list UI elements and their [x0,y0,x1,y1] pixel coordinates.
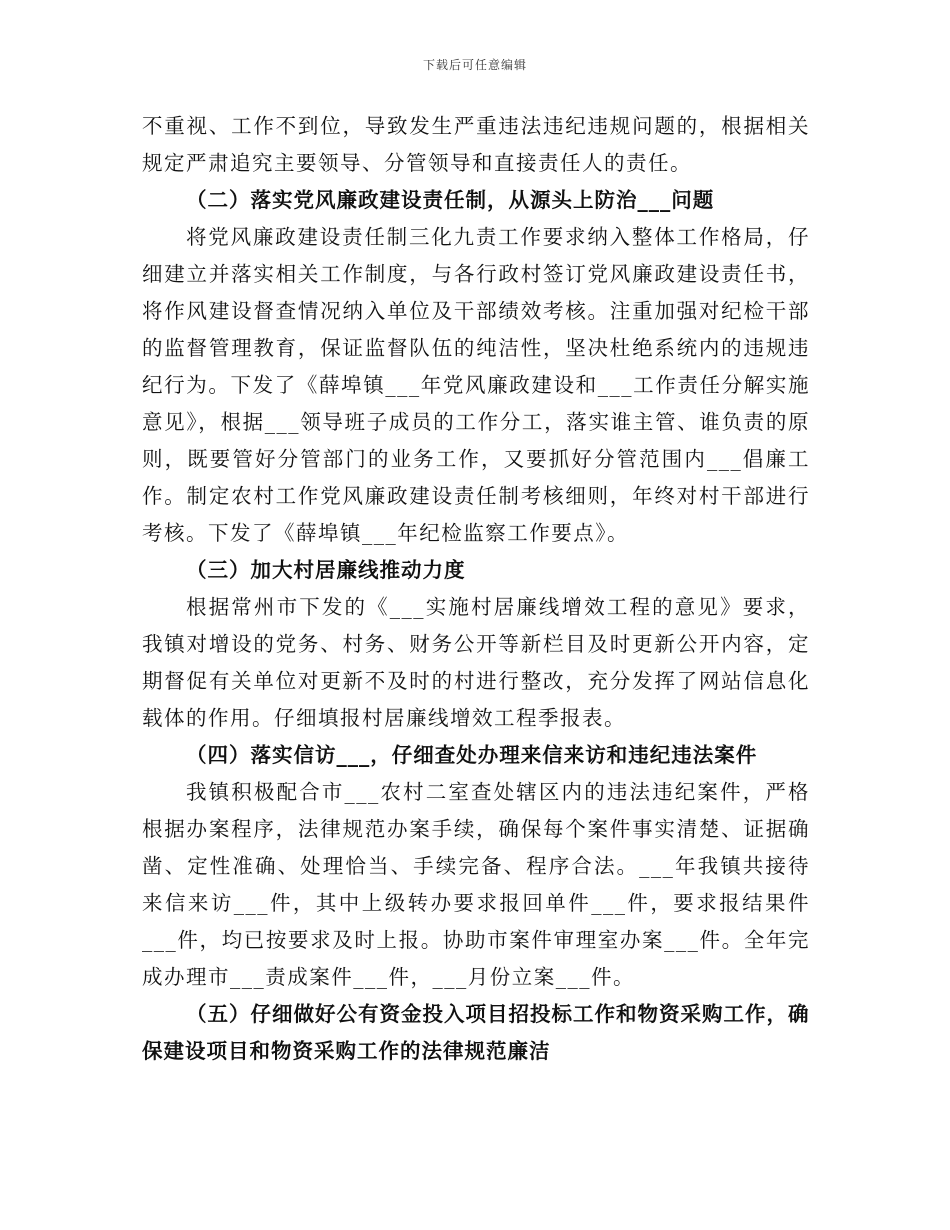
paragraph-section-4: 我镇积极配合市___农村二室查处辖区内的违法违纪案件，严格根据办案程序，法律规范办案手续，确保每个案件事实清楚、证据确凿、定性准确、处理恰当、手续完备、程序合法。___年我镇共接待来信来访___件，其中上级转办要求报回单件___件，要求报结果件___件，均已按要求及时上报。协助市案件审理室办案___件。全年完成办理市___责成案件___件，___月份立案___件。 [142,780,810,989]
paragraph-section-3: 根据常州市下发的《___实施村居廉线增效工程的意见》要求，我镇对增设的党务、村务、财务公开等新栏目及时更新公开内容，定期督促有关单位对更新不及时的村进行整改，充分发挥了网站信息化载体的作用。仔细填报村居廉线增效工程季报表。 [142,595,810,730]
header-note: 下载后可任意编辑 [422,58,527,72]
section-heading-4: （四）落实信访___，仔细查处办理来信来访和违纪违法案件 [186,743,758,767]
paragraph-section-2: 将党风廉政建设责任制三化九责工作要求纳入整体工作格局，仔细建立并落实相关工作制度，与各行政村签订党风廉政建设责任书，将作风建设督查情况纳入单位及干部绩效考核。注重加强对纪检干部的监督管理教育，保证监督队伍的纯洁性，坚决杜绝系统内的违规违纪行为。下发了《薛埠镇___年党风廉政建设和___工作责任分解实施意见》，根据___领导班子成员的工作分工，落实谁主管、谁负责的原则，既要管好分管部门的业务工作，又要抓好分管范围内___倡廉工作。制定农村工作党风廉政建设责任制考核细则，年终对村干部进行考核。下发了《薛埠镇___年纪检监察工作要点》。 [142,225,810,545]
section-heading-5: （五）仔细做好公有资金投入项目招投标工作和物资采购工作，确保建设项目和物资采购工作的法律规范廉洁 [142,1002,810,1063]
section-heading-3: （三）加大村居廉线推动力度 [186,558,466,582]
paragraph-continuation: 不重视、工作不到位，导致发生严重违法违纪违规问题的，根据相关规定严肃追究主要领导、分管领导和直接责任人的责任。 [142,114,810,175]
section-heading-2: （二）落实党风廉政建设责任制，从源头上防治___问题 [186,188,715,212]
document-body [142,108,810,1070]
